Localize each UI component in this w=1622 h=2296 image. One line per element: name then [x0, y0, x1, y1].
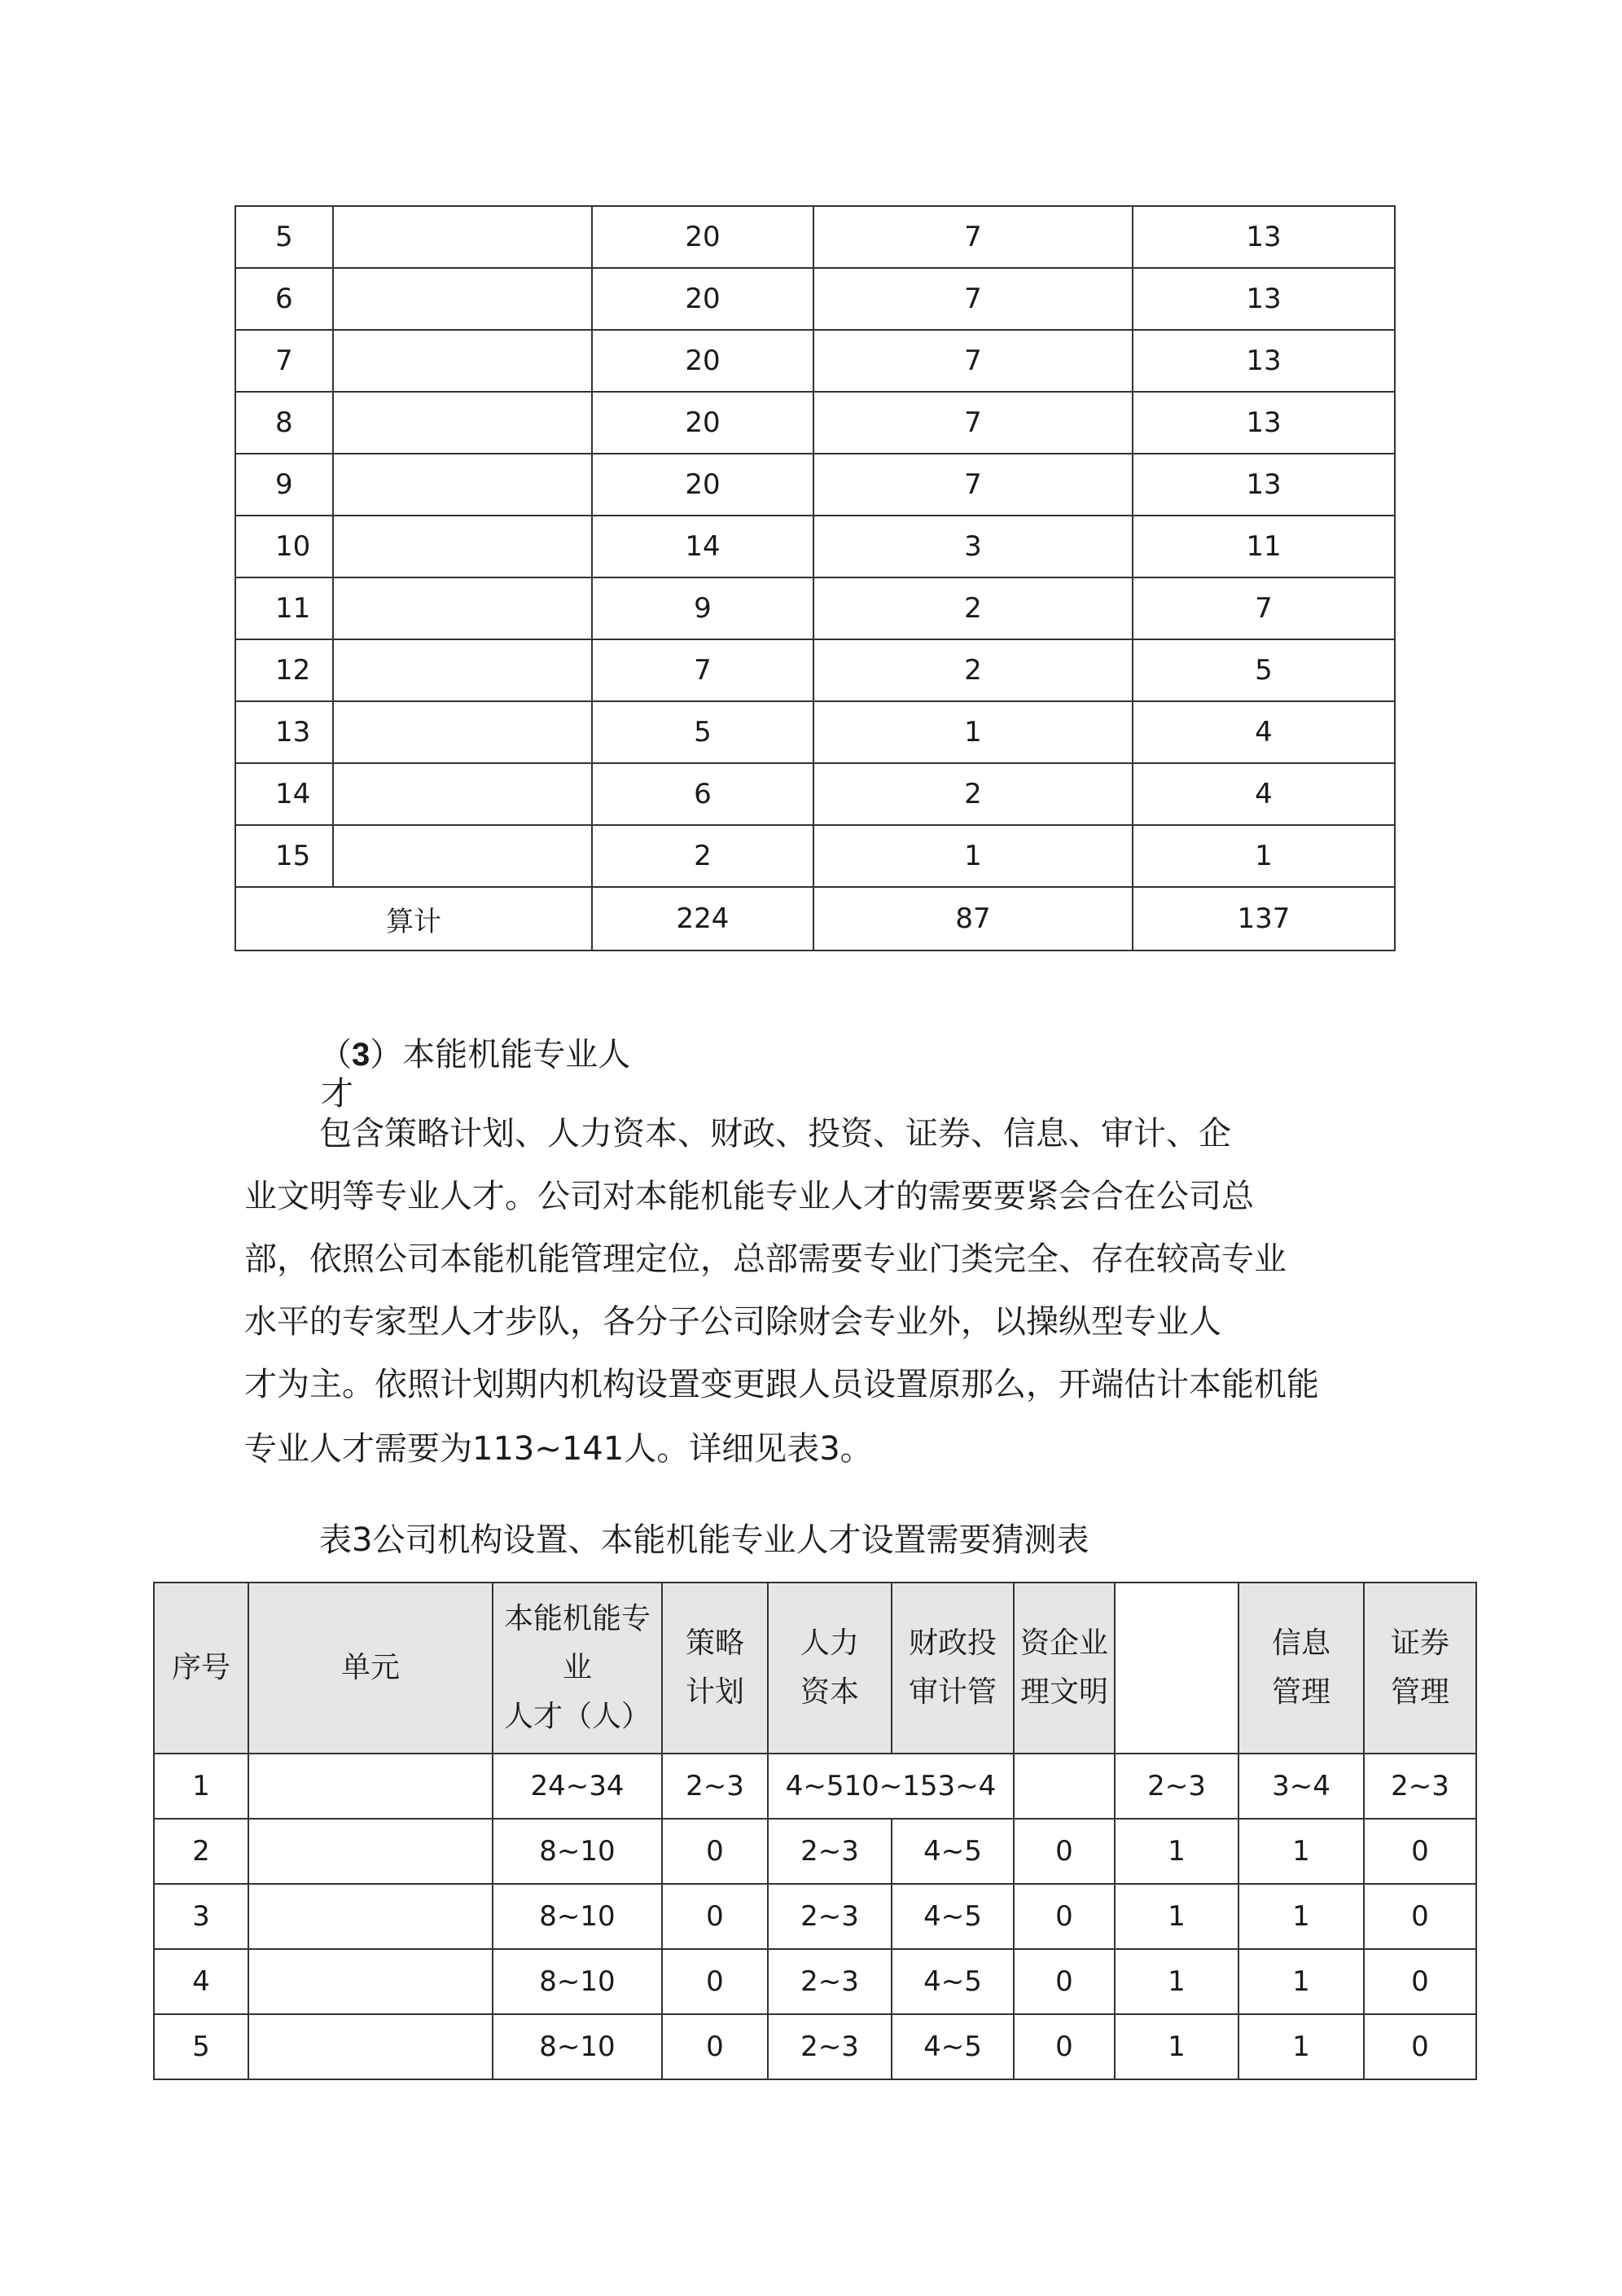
- cell-finance: 4~5: [892, 1884, 1014, 1949]
- row-total: 20: [592, 268, 813, 330]
- row-col4: 5: [1133, 639, 1395, 701]
- cell-securities: 0: [1364, 1949, 1476, 2014]
- table-row: [154, 1949, 1476, 2014]
- cell-strategy: 2~3: [662, 1754, 768, 1819]
- cell-securities: 2~3: [1364, 1754, 1476, 1819]
- table-caption: 表3公司机构设置、本能机能专业人才设置需要猜测表: [319, 1521, 1089, 1559]
- total-label: 算计: [235, 887, 592, 950]
- row-number: 11: [235, 577, 333, 639]
- table-row: [235, 639, 1395, 701]
- cell-culture: 0: [1014, 1819, 1115, 1884]
- cell-strategy: 0: [662, 1949, 768, 2014]
- cell-strategy: 0: [662, 1819, 768, 1884]
- table-row: [154, 1819, 1476, 1884]
- cell-unit: [248, 1819, 493, 1884]
- cell-total: 8~10: [493, 1949, 662, 2014]
- row-col3: 7: [813, 330, 1133, 392]
- table-row: [235, 268, 1395, 330]
- cell-no: 1: [154, 1754, 248, 1819]
- cell-culture: 0: [1014, 1949, 1115, 2014]
- table-row: [235, 392, 1395, 454]
- cell-finance: 4~5: [892, 2014, 1014, 2079]
- row-total: 20: [592, 392, 813, 454]
- total-col4: 137: [1133, 887, 1395, 950]
- row-col4: 13: [1133, 454, 1395, 516]
- row-unit: [333, 763, 592, 825]
- table-row: [154, 1754, 1476, 1819]
- row-total: 6: [592, 763, 813, 825]
- table-row: [235, 330, 1395, 392]
- cell-no: 2: [154, 1819, 248, 1884]
- row-col4: 4: [1133, 763, 1395, 825]
- row-col3: 2: [813, 763, 1133, 825]
- row-unit: [333, 206, 592, 268]
- table-row: [154, 2014, 1476, 2079]
- section-heading-wrap: 才: [321, 1075, 353, 1113]
- cell-info: 1: [1238, 1819, 1364, 1884]
- row-unit: [333, 392, 592, 454]
- row-unit: [333, 577, 592, 639]
- row-col4: 13: [1133, 268, 1395, 330]
- cell-securities: 0: [1364, 1819, 1476, 1884]
- cell-total: 8~10: [493, 1884, 662, 1949]
- row-col4: 11: [1133, 516, 1395, 577]
- row-col3: 7: [813, 454, 1133, 516]
- total-row: [235, 887, 1395, 950]
- row-number: 7: [235, 330, 333, 392]
- cell-strategy: 0: [662, 1884, 768, 1949]
- header-unit: 单元: [248, 1583, 493, 1754]
- row-total: 5: [592, 701, 813, 763]
- row-total: 14: [592, 516, 813, 577]
- cell-unit: [248, 1949, 493, 2014]
- row-number: 5: [235, 206, 333, 268]
- row-unit: [333, 330, 592, 392]
- row-total: 20: [592, 454, 813, 516]
- header-hr: 人力 资本: [768, 1583, 892, 1754]
- header-culture: 资企业 理文明: [1014, 1583, 1115, 1754]
- cell-securities: 0: [1364, 2014, 1476, 2079]
- row-unit: [333, 516, 592, 577]
- cell-blank: 1: [1115, 1819, 1238, 1884]
- body-line: 才为主。依照计划期内机构设置变更跟人员设置原那么，开端估计本能机能: [244, 1366, 1319, 1403]
- table-row: [235, 206, 1395, 268]
- table-row: [235, 454, 1395, 516]
- row-col4: 4: [1133, 701, 1395, 763]
- cell-total: 8~10: [493, 1819, 662, 1884]
- cell-no: 5: [154, 2014, 248, 2079]
- total-sum: 224: [592, 887, 813, 950]
- row-col3: 7: [813, 268, 1133, 330]
- cell-unit: [248, 1754, 493, 1819]
- cell-hr: 2~3: [768, 2014, 892, 2079]
- row-col3: 1: [813, 825, 1133, 887]
- row-col3: 2: [813, 577, 1133, 639]
- cell-blank: 2~3: [1115, 1754, 1238, 1819]
- body-line: 专业人才需要为113~141人。详细见表3。: [244, 1430, 873, 1468]
- cell-strategy: 0: [662, 2014, 768, 2079]
- row-number: 8: [235, 392, 333, 454]
- cell-hr: 2~3: [768, 1884, 892, 1949]
- table-row: [235, 577, 1395, 639]
- row-number: 6: [235, 268, 333, 330]
- row-number: 10: [235, 516, 333, 577]
- row-col3: 3: [813, 516, 1133, 577]
- body-line: 水平的专家型人才步队，各分子公司除财会专业外，以操纵型专业人: [244, 1303, 1221, 1341]
- cell-unit: [248, 2014, 493, 2079]
- cell-info: 1: [1238, 1884, 1364, 1949]
- header-finance: 财政投 审计管: [892, 1583, 1014, 1754]
- cell-securities: 0: [1364, 1884, 1476, 1949]
- cell-total: 8~10: [493, 2014, 662, 2079]
- header-info: 信息 管理: [1238, 1583, 1364, 1754]
- cell-info: 3~4: [1238, 1754, 1364, 1819]
- row-total: 2: [592, 825, 813, 887]
- header-blank: [1115, 1583, 1238, 1754]
- row-col4: 13: [1133, 392, 1395, 454]
- table-row: [154, 1884, 1476, 1949]
- section-number: 3: [352, 1037, 370, 1073]
- row-total: 9: [592, 577, 813, 639]
- row-total: 20: [592, 206, 813, 268]
- header-securities: 证券 管理: [1364, 1583, 1476, 1754]
- row-col3: 2: [813, 639, 1133, 701]
- row-col4: 1: [1133, 825, 1395, 887]
- cell-unit: [248, 1884, 493, 1949]
- cell-no: 4: [154, 1949, 248, 2014]
- cell-finance: 4~5: [892, 1949, 1014, 2014]
- cell-blank: 1: [1115, 1884, 1238, 1949]
- total-col3: 87: [813, 887, 1133, 950]
- cell-info: 1: [1238, 2014, 1364, 2079]
- staff-table-continued: [235, 205, 1396, 951]
- body-line: 包含策略计划、人力资本、财政、投资、证券、信息、审计、企: [319, 1115, 1231, 1152]
- row-unit: [333, 701, 592, 763]
- row-col4: 7: [1133, 577, 1395, 639]
- cell-hr: 2~3: [768, 1949, 892, 2014]
- section-heading: （3）本能机能专业人: [319, 1036, 631, 1073]
- row-col3: 7: [813, 392, 1133, 454]
- body-line: 部，依照公司本能机能管理定位，总部需要专业门类完全、存在较高专业: [244, 1240, 1287, 1278]
- cell-hr-finance: 4~510~153~4: [768, 1754, 1014, 1819]
- cell-hr: 2~3: [768, 1819, 892, 1884]
- cell-culture: 0: [1014, 1884, 1115, 1949]
- header-strategy: 策略 计划: [662, 1583, 768, 1754]
- row-number: 15: [235, 825, 333, 887]
- row-unit: [333, 825, 592, 887]
- cell-info: 1: [1238, 1949, 1364, 2014]
- cell-blank: 1: [1115, 2014, 1238, 2079]
- header-no: 序号: [154, 1583, 248, 1754]
- row-unit: [333, 268, 592, 330]
- row-number: 14: [235, 763, 333, 825]
- row-total: 7: [592, 639, 813, 701]
- professional-talent-table: [153, 1582, 1477, 2080]
- row-number: 9: [235, 454, 333, 516]
- cell-culture: [1014, 1754, 1115, 1819]
- body-line: 业文明等专业人才。公司对本能机能专业人才的需要要紧会合在公司总: [244, 1178, 1254, 1215]
- row-col4: 13: [1133, 330, 1395, 392]
- table-row: [235, 701, 1395, 763]
- row-unit: [333, 639, 592, 701]
- row-col3: 1: [813, 701, 1133, 763]
- cell-culture: 0: [1014, 2014, 1115, 2079]
- cell-finance: 4~5: [892, 1819, 1014, 1884]
- row-number: 12: [235, 639, 333, 701]
- table-row: [235, 763, 1395, 825]
- cell-no: 3: [154, 1884, 248, 1949]
- cell-blank: 1: [1115, 1949, 1238, 2014]
- row-number: 13: [235, 701, 333, 763]
- row-col4: 13: [1133, 206, 1395, 268]
- row-total: 20: [592, 330, 813, 392]
- row-unit: [333, 454, 592, 516]
- header-total: 本能机能专 业 人才（人）: [493, 1583, 662, 1754]
- table-row: [235, 825, 1395, 887]
- table-header-row: [154, 1583, 1476, 1754]
- cell-total: 24~34: [493, 1754, 662, 1819]
- table-row: [235, 516, 1395, 577]
- row-col3: 7: [813, 206, 1133, 268]
